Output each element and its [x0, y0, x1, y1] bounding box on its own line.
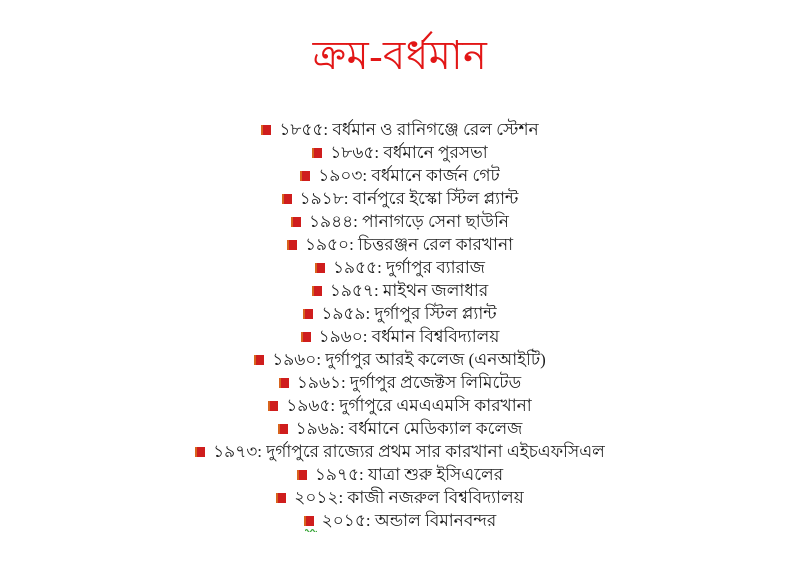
bullet-square-icon	[297, 470, 307, 480]
bullet-square-icon	[254, 355, 264, 365]
timeline-item-label: ২০১২: কাজী নজরুল বিশ্ববিদ্যালয়	[294, 488, 524, 507]
timeline-item-label: ১৯১৮: বার্নপুরে ইস্কো স্টিল প্ল্যান্ট	[299, 189, 519, 208]
bullet-square-icon	[268, 401, 278, 411]
timeline-item-label: ১৯৫৯: দুর্গাপুর স্টিল প্ল্যান্ট	[321, 304, 497, 323]
timeline-item	[0, 417, 800, 440]
bullet-square-icon	[312, 148, 322, 158]
timeline-item-label: ১৯৬০: বর্ধমান বিশ্ববিদ্যালয়	[318, 327, 500, 346]
timeline-item-label: ১৯৭৫: যাত্রা শুরু ইসিএলের	[314, 465, 504, 484]
bullet-square-icon	[261, 125, 271, 135]
bullet-square-icon	[312, 286, 322, 296]
timeline-item	[0, 256, 800, 279]
timeline-item	[0, 394, 800, 417]
timeline-item	[0, 509, 800, 532]
bullet-square-icon	[276, 493, 286, 503]
timeline-item-label: ১৯৬৯: বর্ধমানে মেডিক্যাল কলেজ	[295, 419, 523, 438]
timeline-item-label: ১৯৭৩: দুর্গাপুরে রাজ্যের প্রথম সার কারখানা এইচএফসিএল	[213, 442, 605, 461]
timeline-item-label: ১৯০৩: বর্ধমানে কার্জন গেট	[318, 166, 500, 185]
timeline-item	[0, 118, 800, 141]
timeline-item-label: ২০১৫: অন্ডাল বিমানবন্দর	[321, 511, 497, 530]
bullet-square-icon	[303, 309, 313, 319]
timeline-item-label: ১৯৬০: দুর্গাপুর আরই কলেজ (এনআইটি)	[272, 350, 546, 369]
timeline-item	[0, 371, 800, 394]
timeline-item-label: ১৯৫৭: মাইথন জলাধার	[329, 281, 489, 300]
bullet-square-icon	[287, 240, 297, 250]
timeline-item	[0, 302, 800, 325]
bullet-square-icon	[282, 194, 292, 204]
bullet-square-icon	[304, 516, 314, 526]
bullet-square-icon	[195, 447, 205, 457]
timeline-item-label: ১৯৬১: দুর্গাপুর প্রজেক্টস লিমিটেড	[296, 373, 522, 392]
timeline-item-label: ১৯৫০: চিত্তরঞ্জন রেল কারখানা	[304, 235, 514, 254]
timeline-item	[0, 325, 800, 348]
timeline-item-label: ১৯৪৪: পানাগড়ে সেনা ছাউনি	[309, 212, 509, 231]
timeline-item	[0, 141, 800, 164]
bullet-square-icon	[315, 263, 325, 273]
timeline-item-label: ১৯৫৫: দুর্গাপুর ব্যারাজ	[332, 258, 486, 277]
bullet-square-icon	[291, 217, 301, 227]
bullet-square-icon	[300, 171, 310, 181]
timeline-item-label: ১৮৫৫: বর্ধমান ও রানিগঞ্জে রেল স্টেশন	[279, 120, 539, 139]
timeline-item-label: ১৮৬৫: বর্ধমানে পুরসভা	[330, 143, 488, 162]
timeline-item	[0, 463, 800, 486]
timeline-item	[0, 164, 800, 187]
timeline-item-label: ১৯৬৫: দুর্গাপুরে এমএএমসি কারখানা	[286, 396, 532, 415]
timeline-item	[0, 233, 800, 256]
spellcheck-squiggle-icon	[305, 528, 317, 532]
page-title: ক্রম-বর্ধমান	[312, 33, 488, 78]
timeline-item	[0, 187, 800, 210]
timeline-item	[0, 486, 800, 509]
timeline-item	[0, 279, 800, 302]
timeline-list	[0, 118, 800, 532]
timeline-item	[0, 210, 800, 233]
timeline-item	[0, 440, 800, 463]
bullet-square-icon	[278, 424, 288, 434]
bullet-square-icon	[301, 332, 311, 342]
timeline-item	[0, 348, 800, 371]
bullet-square-icon	[279, 378, 289, 388]
